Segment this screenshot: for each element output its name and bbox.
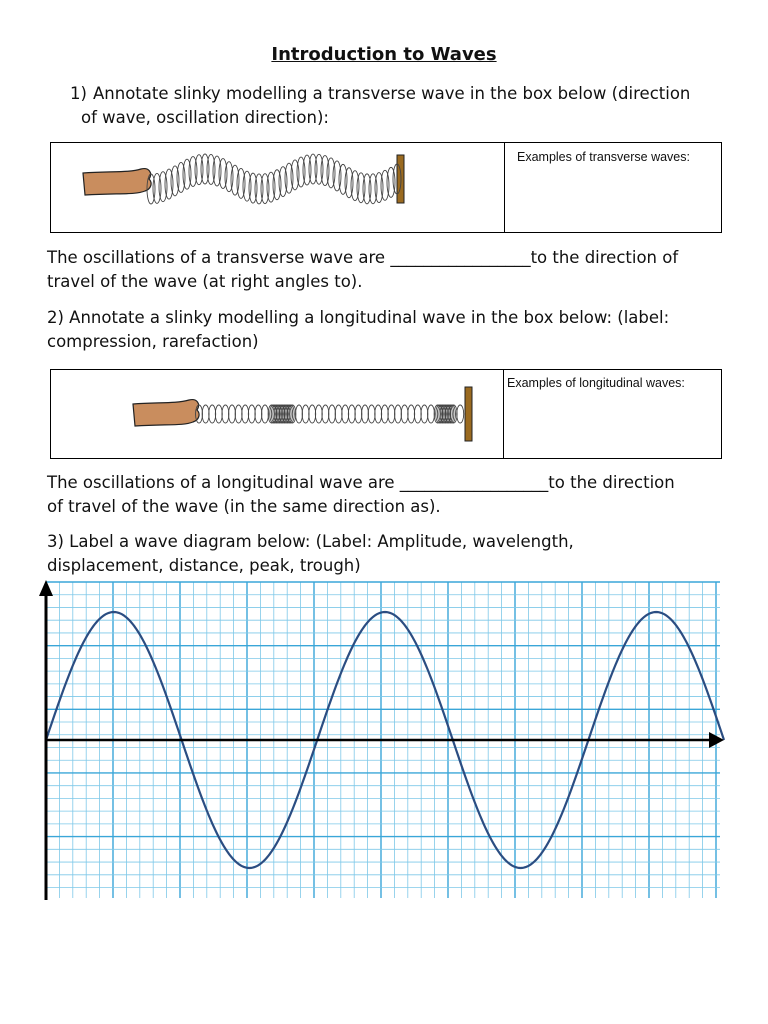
question-3 xyxy=(47,530,737,578)
longitudinal-coil xyxy=(375,405,382,423)
longitudinal-examples-label: Examples of longitudinal waves: xyxy=(507,376,685,390)
longitudinal-coil xyxy=(242,405,249,423)
question-2-line-2: compression, rarefaction) xyxy=(47,332,259,351)
longitudinal-coil xyxy=(302,405,309,423)
longitudinal-coil xyxy=(381,405,388,423)
longitudinal-coil xyxy=(457,405,464,423)
longitudinal-coil xyxy=(428,405,435,423)
longitudinal-coil xyxy=(414,405,421,423)
longitudinal-coil xyxy=(235,405,242,423)
longitudinal-sentence xyxy=(47,471,737,519)
transverse-box xyxy=(50,142,722,233)
question-2 xyxy=(47,306,737,354)
longitudinal-sentence-line-2: of travel of the wave (in the same direction as). xyxy=(47,497,441,516)
transverse-sentence xyxy=(47,246,737,294)
longitudinal-coil xyxy=(408,405,415,423)
question-2-line-1: 2) Annotate a slinky modelling a longitudinal wave in the box below: (label: xyxy=(47,308,670,327)
question-1-line-2: of wave, oscillation direction): xyxy=(81,108,329,127)
longitudinal-coils xyxy=(196,405,464,423)
question-3-line-2: displacement, distance, peak, trough) xyxy=(47,556,361,575)
transverse-coils xyxy=(147,154,401,204)
longitudinal-sentence-line-1: The oscillations of a longitudinal wave are __________________to the direction xyxy=(47,473,675,492)
transverse-sentence-line-2: travel of the wave (at right angles to). xyxy=(47,272,363,291)
longitudinal-coil xyxy=(335,405,342,423)
longitudinal-coil xyxy=(262,405,269,423)
longitudinal-coil xyxy=(401,405,408,423)
longitudinal-coil xyxy=(222,405,229,423)
longitudinal-coil xyxy=(368,405,375,423)
longitudinal-coil xyxy=(296,405,303,423)
question-1 xyxy=(70,82,740,130)
longitudinal-coil xyxy=(388,405,395,423)
transverse-wall xyxy=(397,155,404,203)
transverse-examples-label: Examples of transverse waves: xyxy=(517,150,690,164)
longitudinal-coil xyxy=(315,405,322,423)
longitudinal-hand-icon xyxy=(133,400,199,426)
longitudinal-box xyxy=(50,369,722,459)
longitudinal-coil xyxy=(395,405,402,423)
longitudinal-coil xyxy=(229,405,236,423)
longitudinal-coil xyxy=(342,405,349,423)
question-1-line-1: Annotate slinky modelling a transverse wave in the box below (direction xyxy=(93,84,691,103)
longitudinal-coil xyxy=(362,405,369,423)
longitudinal-coil xyxy=(248,405,255,423)
longitudinal-box-divider xyxy=(503,370,504,458)
longitudinal-coil xyxy=(309,405,316,423)
longitudinal-coil xyxy=(348,405,355,423)
wave-diagram xyxy=(34,574,734,904)
longitudinal-coil xyxy=(202,405,209,423)
longitudinal-coil xyxy=(322,405,329,423)
transverse-sentence-line-1: The oscillations of a transverse wave are _________________to the direction of xyxy=(47,248,679,267)
transverse-box-divider xyxy=(504,143,505,232)
longitudinal-wall xyxy=(465,387,472,441)
question-3-line-1: 3) Label a wave diagram below: (Label: Amplitude, wavelength, xyxy=(47,532,574,551)
longitudinal-coil xyxy=(329,405,336,423)
transverse-slinky-illustration xyxy=(79,151,409,231)
longitudinal-coil xyxy=(255,405,262,423)
transverse-hand-icon xyxy=(83,169,151,195)
question-1-number: 1) xyxy=(70,84,87,103)
longitudinal-slinky-illustration xyxy=(131,382,481,452)
longitudinal-coil xyxy=(209,405,216,423)
longitudinal-coil xyxy=(215,405,222,423)
page-title: Introduction to Waves xyxy=(271,44,497,65)
longitudinal-coil xyxy=(421,405,428,423)
longitudinal-coil xyxy=(355,405,362,423)
